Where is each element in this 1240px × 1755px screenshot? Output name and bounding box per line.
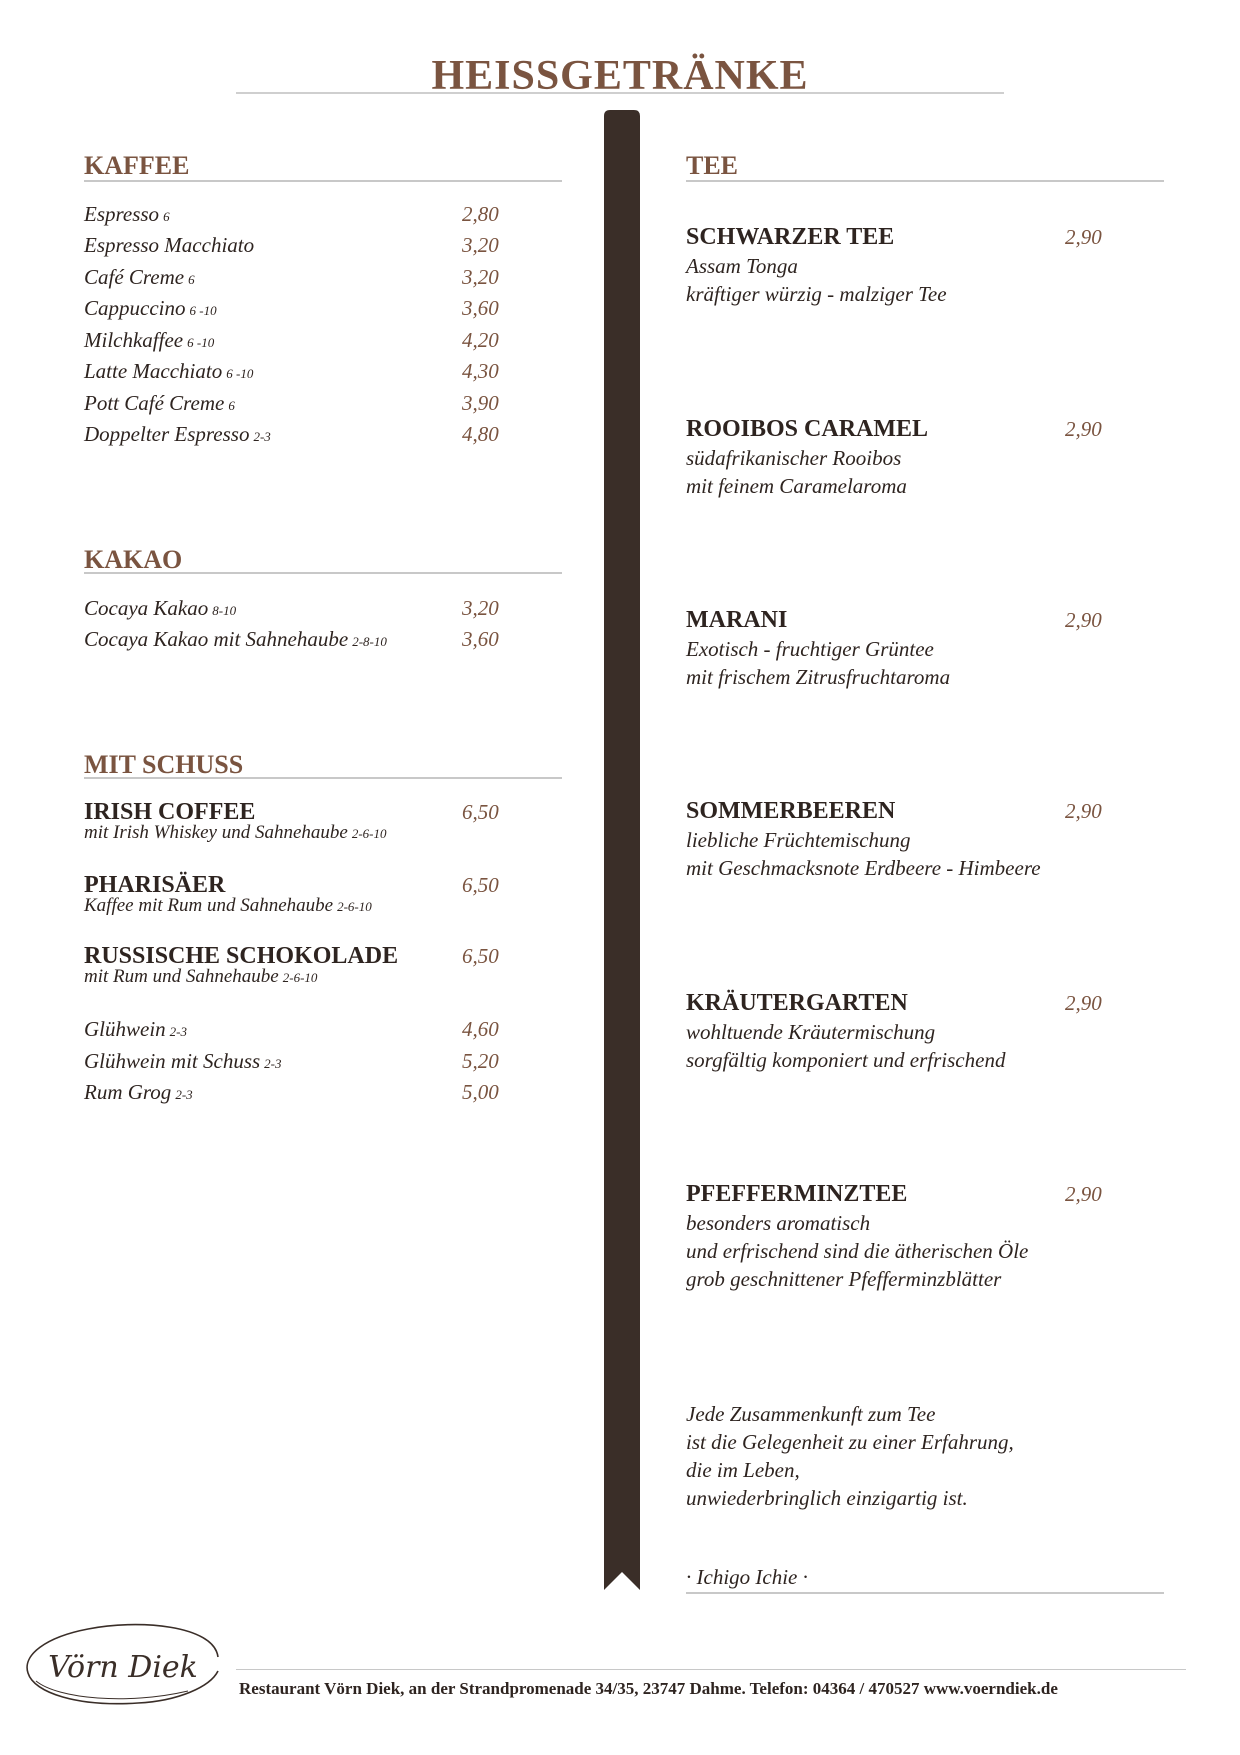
menu-item-gluehwein: [84, 1016, 187, 1045]
menu-item-doppelter-espresso: [84, 421, 271, 450]
menu-item-espresso: [84, 201, 170, 230]
allergen-note: 6 -10: [189, 303, 217, 318]
footer-divider: [236, 1669, 1186, 1670]
item-price: 2,90: [1065, 991, 1102, 1015]
menu-item-pott-cafe-creme: [84, 390, 235, 419]
allergen-note: 2-6-10: [282, 970, 318, 985]
item-price: 5,20: [462, 1049, 499, 1073]
quote-line: die im Leben,: [686, 1458, 800, 1482]
tea-name-rooibos-caramel: ROOIBOS CARAMEL: [686, 416, 929, 442]
item-price: 6,50: [462, 944, 499, 968]
allergen-note: 2-6-10: [337, 899, 372, 914]
item-price: 4,60: [462, 1017, 499, 1041]
allergen-note: 6: [188, 272, 195, 287]
item-name: Cappuccino: [84, 296, 186, 320]
drink-description: [84, 823, 387, 844]
tea-description-line: und erfrischend sind die ätherischen Öle: [686, 1239, 1029, 1263]
allergen-note: 6: [228, 398, 235, 413]
section-divider: [686, 180, 1164, 182]
item-name: Milchkaffee: [84, 328, 184, 352]
title-divider: [236, 92, 1004, 94]
item-price: 3,20: [462, 596, 499, 620]
allergen-note: 2-6-10: [351, 826, 387, 841]
logo-ellipse-icon: [18, 1615, 228, 1711]
item-price: 4,80: [462, 422, 499, 446]
item-price: 4,20: [462, 328, 499, 352]
tea-description-line: wohltuende Kräutermischung: [686, 1020, 936, 1044]
item-price: 2,90: [1065, 799, 1102, 823]
menu-item-cocaya-kakao-sahne: [84, 626, 387, 655]
section-heading-kakao: KAKAO: [84, 545, 183, 574]
tea-description-line: mit feinem Caramelaroma: [686, 474, 907, 498]
quote-line: Jede Zusammenkunft zum Tee: [686, 1402, 936, 1426]
quote-divider: [686, 1592, 1164, 1594]
item-name: Cocaya Kakao: [84, 596, 209, 620]
drink-description: [84, 967, 317, 988]
tea-description-line: liebliche Früchtemischung: [686, 828, 911, 852]
svg-text:Vörn Diek: Vörn Diek: [48, 1650, 198, 1685]
menu-item-cocaya-kakao: [84, 595, 236, 624]
drink-name-irish-coffee: IRISH COFFEE: [84, 799, 256, 825]
allergen-note: 2-3: [169, 1024, 188, 1039]
item-price: 3,60: [462, 627, 499, 651]
tea-name-sommerbeeren: SOMMERBEEREN: [686, 798, 896, 824]
menu-item-milchkaffee: [84, 327, 214, 356]
section-heading-mit-schuss: MIT SCHUSS: [84, 750, 244, 779]
tea-description-line: mit Geschmacksnote Erdbeere - Himbeere: [686, 856, 1041, 880]
item-price: 4,30: [462, 359, 499, 383]
footer-address: Restaurant Vörn Diek, an der Strandpromenade 34/35, 23747 Dahme. Telefon: 04364 / 470527 www.voerndiek.de: [239, 1679, 1058, 1698]
allergen-note: 6: [163, 209, 170, 224]
tea-description-line: besonders aromatisch: [686, 1211, 871, 1235]
tea-name-schwarzer-tee: SCHWARZER TEE: [686, 224, 895, 250]
drink-name-pharisaer: PHARISÄER: [84, 872, 226, 898]
item-price: 3,90: [462, 391, 499, 415]
allergen-note: 2-3: [175, 1087, 193, 1102]
item-price: 3,60: [462, 296, 499, 320]
item-price: 3,20: [462, 265, 499, 289]
item-price: 6,50: [462, 800, 499, 824]
center-ribbon: [604, 110, 640, 1590]
item-name: Rum Grog: [84, 1080, 172, 1104]
quote-line: ist die Gelegenheit zu einer Erfahrung,: [686, 1430, 1014, 1454]
quote-line: unwiederbringlich einzigartig ist.: [686, 1486, 968, 1510]
section-divider: [84, 777, 562, 779]
section-heading-kaffee: KAFFEE: [84, 151, 190, 180]
item-price: 2,90: [1065, 417, 1102, 441]
item-price: 5,00: [462, 1080, 499, 1104]
item-price: 2,90: [1065, 1182, 1102, 1206]
allergen-note: 8-10: [212, 603, 237, 618]
tea-description-line: südafrikanischer Rooibos: [686, 446, 902, 470]
item-name: Pott Café Creme: [84, 391, 225, 415]
tea-description-line: kräftiger würzig - malziger Tee: [686, 282, 947, 306]
item-price: 2,90: [1065, 225, 1102, 249]
item-price: 2,80: [462, 202, 499, 226]
item-name: Espresso Macchiato: [84, 233, 255, 257]
tea-description-line: Assam Tonga: [686, 254, 798, 278]
item-name: Glühwein mit Schuss: [84, 1049, 261, 1073]
quote-author: · Ichigo Ichie ·: [686, 1565, 808, 1589]
menu-item-cafe-creme: [84, 264, 195, 293]
item-name: Doppelter Espresso: [84, 422, 250, 446]
description-text: mit Irish Whiskey und Sahnehaube: [84, 822, 348, 843]
tea-name-pfefferminztee: PFEFFERMINZTEE: [686, 1181, 908, 1207]
menu-item-espresso-macchiato: [84, 232, 258, 261]
tea-name-marani: MARANI: [686, 607, 788, 633]
tea-name-kraeutergarten: KRÄUTERGARTEN: [686, 990, 908, 1016]
page-title: HEISSGETRÄNKE: [431, 53, 809, 99]
tea-description-line: Exotisch - fruchtiger Grüntee: [686, 637, 934, 661]
section-divider: [84, 572, 562, 574]
tea-description-line: sorgfältig komponiert und erfrischend: [686, 1048, 1006, 1072]
menu-item-gluehwein-schuss: [84, 1048, 282, 1077]
allergen-note: 2-3: [253, 429, 271, 444]
item-price: 2,90: [1065, 608, 1102, 632]
item-name: Glühwein: [84, 1017, 166, 1041]
item-name: Espresso: [84, 202, 160, 226]
drink-description: [84, 896, 372, 917]
menu-item-cappuccino: [84, 295, 217, 324]
section-divider: [84, 180, 562, 182]
allergen-note: 6 -10: [226, 366, 254, 381]
restaurant-logo: [18, 1615, 228, 1711]
item-name: Latte Macchiato: [84, 359, 223, 383]
tea-description-line: grob geschnittener Pfefferminzblätter: [686, 1267, 1002, 1291]
description-text: Kaffee mit Rum und Sahnehaube: [84, 895, 334, 916]
allergen-note: 2-8-10: [352, 634, 387, 649]
item-price: 6,50: [462, 873, 499, 897]
description-text: mit Rum und Sahnehaube: [84, 966, 279, 987]
allergen-note: 2-3: [264, 1056, 282, 1071]
item-price: 3,20: [462, 233, 499, 257]
item-name: Café Creme: [84, 265, 185, 289]
drink-name-russische-schokolade: RUSSISCHE SCHOKOLADE: [84, 943, 399, 969]
section-heading-tee: TEE: [686, 151, 739, 180]
item-name: Cocaya Kakao mit Sahnehaube: [84, 627, 349, 651]
tea-description-line: mit frischem Zitrusfruchtaroma: [686, 665, 951, 689]
menu-item-rum-grog: [84, 1079, 193, 1108]
allergen-note: 6 -10: [187, 335, 215, 350]
menu-item-latte-macchiato: [84, 358, 253, 387]
